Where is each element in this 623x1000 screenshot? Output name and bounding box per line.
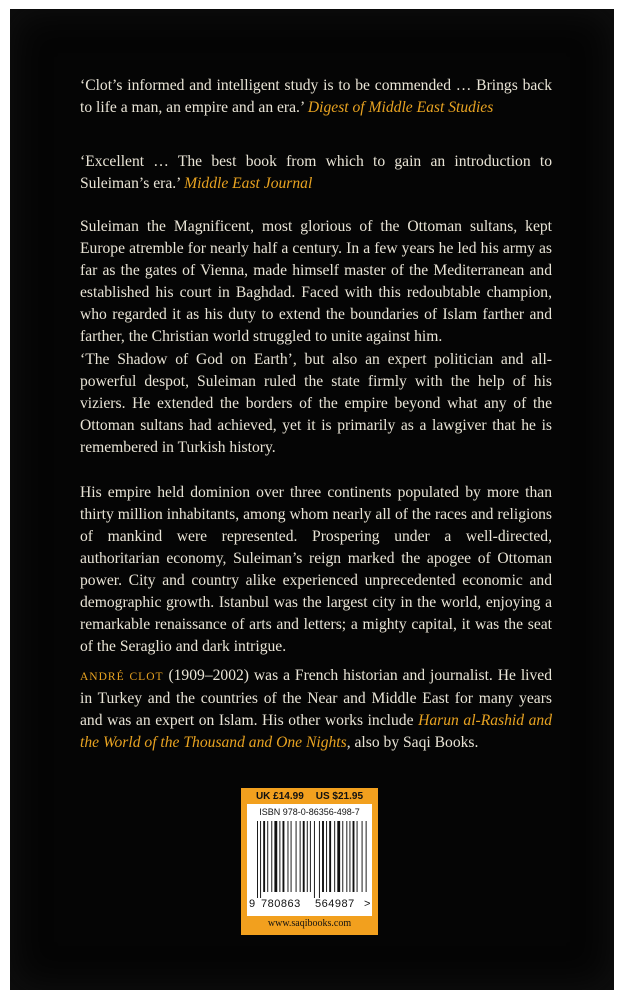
barcode-bar xyxy=(334,821,335,892)
review-quote-2 xyxy=(80,151,552,195)
barcode-bar xyxy=(310,821,311,892)
author-bio-end: , also by Saqi Books. xyxy=(346,734,479,751)
barcode-label xyxy=(247,804,372,916)
author-bio xyxy=(80,665,552,754)
barcode-bar xyxy=(322,821,324,892)
barcode-bar xyxy=(267,821,268,892)
barcode-panel xyxy=(241,788,378,935)
barcode-bar xyxy=(260,821,261,898)
barcode-bar xyxy=(349,821,350,892)
barcode-bar xyxy=(314,821,315,898)
quote-text: ‘Clot’s informed and intelligent study is to be commended … Brings back to life a man, an empire and an era.’ xyxy=(80,77,552,116)
barcode-bar xyxy=(300,821,301,892)
ean-barcode xyxy=(257,821,367,898)
barcode-bar xyxy=(342,821,343,892)
barcode-bar xyxy=(366,821,367,892)
barcode-bar xyxy=(353,821,355,892)
price-us: US $21.95 xyxy=(315,790,364,802)
price-strip xyxy=(241,788,378,804)
quote-source: Digest of Middle East Studies xyxy=(307,99,494,116)
barcode-bar xyxy=(279,821,280,892)
barcode-bar xyxy=(303,821,305,892)
ean-digits-right: 564987 xyxy=(315,898,355,910)
barcode-bar xyxy=(263,821,265,892)
back-cover xyxy=(10,9,614,990)
barcode-bar xyxy=(307,821,308,892)
barcode-bar xyxy=(357,821,358,892)
price-uk: UK £14.99 xyxy=(255,790,304,802)
blurb-paragraph-1: Suleiman the Magnificent, most glorious of the Ottoman sultans, kept Europe atremble for nearly half a century. In a few years he led his army as far as the gates of Vienna, made himself master of the Mediterranean and established his court in Baghdad. Faced with this redoubtable champion, who regarded it as his duty to extend the boundaries of Islam farther and farther, the Christian world struggled to unite against him. xyxy=(80,218,552,345)
barcode-bar xyxy=(274,821,277,892)
barcode-bar xyxy=(362,821,363,892)
ean-digit-first: 9 xyxy=(249,898,256,910)
quote-source: Middle East Journal xyxy=(184,175,313,192)
ean-digits-left: 780863 xyxy=(261,898,301,910)
barcode-bar xyxy=(283,821,285,892)
barcode-bar xyxy=(346,821,347,892)
barcode-bar xyxy=(326,821,327,892)
other-work-title: Harun al-Rashid and the World of the Thousand and One Nights xyxy=(80,712,552,751)
ean-digit-end: > xyxy=(364,898,371,910)
isbn-label: ISBN 978-0-86356-498-7 xyxy=(259,807,360,817)
barcode-bar xyxy=(288,821,289,892)
barcode-bar xyxy=(296,821,297,892)
publisher-website: www.saqibooks.com xyxy=(267,918,352,929)
barcode-bar xyxy=(257,821,258,898)
review-quote-1 xyxy=(80,75,552,119)
barcode-bar xyxy=(319,821,320,898)
author-bio-text: (1909–2002) was a French historian and journalist. He lived in Turkey and the countries of the Near and Middle East for many years and was an expert on Islam. His other works include xyxy=(80,667,552,729)
barcode-bar xyxy=(291,821,292,892)
barcode-bar xyxy=(329,821,331,892)
barcode-bar xyxy=(337,821,340,892)
author-name: ANDRÉ CLOT xyxy=(80,671,164,683)
blurb-paragraph-3: His empire held dominion over three continents populated by more than thirty million inhabitants, among whom nearly all of the races and religions of mankind were represented. Prospering under a well-directed, authoritarian economy, Suleiman’s reign marked the apogee of Ottoman power. City and country alike experienced unprecedented economic and demographic growth. Istanbul was the largest city in the world, enjoying a remarkable renaissance of arts and letters; a mighty capital, it was the seat of the Seraglio and dark intrigue. xyxy=(80,484,552,655)
barcode-bar xyxy=(271,821,272,892)
quote-text: ‘Excellent … The best book from which to gain an introduction to Suleiman’s era.’ xyxy=(80,153,552,192)
blurb-paragraph-2: ‘The Shadow of God on Earth’, but also an expert politician and all-powerful despot, Suleiman ruled the state firmly with the help of his viziers. He extended the borders of the empire beyond what any of the Ottoman sultans had achieved, yet it is primarily as a lawgiver that he is remembered in Turkish history. xyxy=(80,351,552,456)
